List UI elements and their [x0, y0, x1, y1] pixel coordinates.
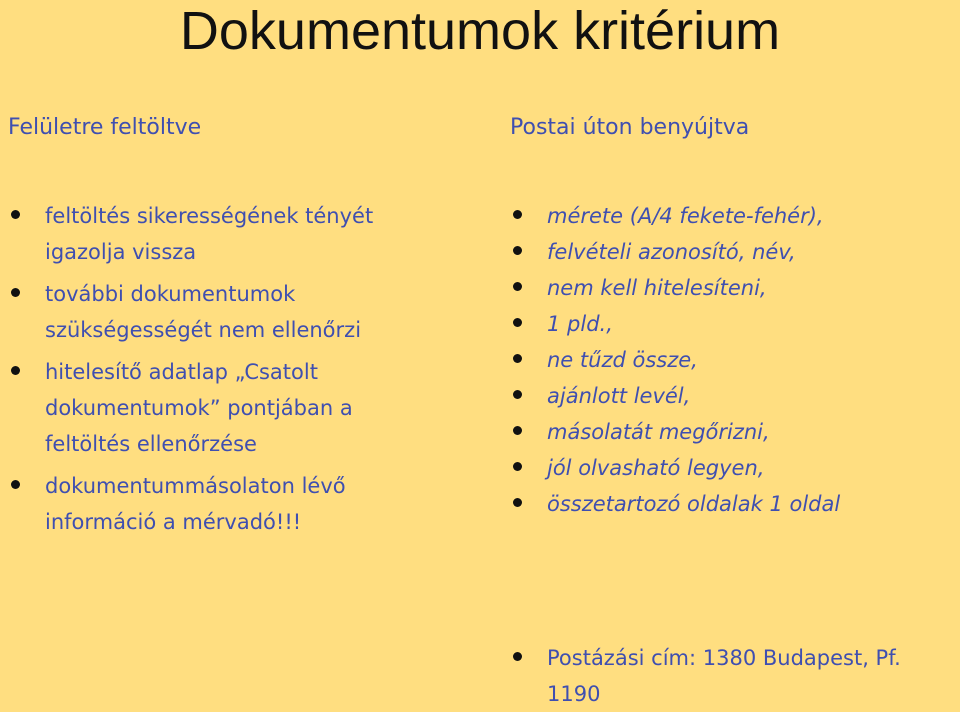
list-item — [509, 450, 954, 486]
left-bullet-list — [7, 198, 427, 546]
list-item-text: jól olvasható legyen, — [547, 456, 765, 480]
list-item — [509, 198, 954, 234]
list-item — [509, 270, 954, 306]
bullet-icon — [513, 426, 522, 435]
list-item — [7, 198, 427, 270]
postal-address-list — [509, 640, 960, 712]
postal-address-item — [509, 640, 960, 712]
list-item — [7, 276, 427, 348]
list-item — [7, 354, 427, 462]
list-item-text: feltöltés sikerességének tényét igazolja vissza — [45, 204, 374, 264]
list-item — [509, 306, 954, 342]
bullet-icon — [11, 366, 20, 375]
list-item-text: mérete (A/4 fekete-fehér), — [547, 204, 824, 228]
list-item-text: ajánlott levél, — [547, 384, 691, 408]
bullet-icon — [513, 498, 522, 507]
list-item-text: másolatát megőrizni, — [547, 420, 770, 444]
right-column-header: Postai úton benyújtva — [510, 115, 750, 140]
list-item-text: nem kell hitelesíteni, — [547, 276, 767, 300]
bullet-icon — [513, 246, 522, 255]
slide-title: Dokumentumok kritérium — [179, 1, 781, 61]
bullet-icon — [11, 288, 20, 297]
list-item — [509, 378, 954, 414]
bullet-icon — [513, 318, 522, 327]
list-item-text: dokumentummásolaton lévő információ a mérvadó!!! — [45, 474, 346, 534]
bullet-icon — [513, 282, 522, 291]
list-item-text: felvételi azonosító, név, — [547, 240, 796, 264]
bullet-icon — [513, 354, 522, 363]
list-item — [509, 486, 954, 522]
postal-address-text: Postázási cím: 1380 Budapest, Pf. 1190 — [547, 646, 901, 706]
bullet-icon — [513, 652, 522, 661]
bullet-icon — [513, 390, 522, 399]
list-item-text: 1 pld., — [547, 312, 613, 336]
list-item — [7, 468, 427, 540]
left-column-header: Felületre feltöltve — [8, 115, 202, 140]
list-item-text: összetartozó oldalak 1 oldal — [547, 492, 841, 516]
list-item-text: ne tűzd össze, — [547, 348, 698, 372]
list-item — [509, 234, 954, 270]
list-item — [509, 414, 954, 450]
right-bullet-list — [509, 198, 954, 522]
bullet-icon — [11, 210, 20, 219]
list-item-text: további dokumentumok szükségességét nem ellenőrzi — [45, 282, 362, 342]
bullet-icon — [513, 210, 522, 219]
list-item — [509, 342, 954, 378]
bullet-icon — [513, 462, 522, 471]
bullet-icon — [11, 480, 20, 489]
list-item-text: hitelesítő adatlap „Csatolt dokumentumok” pontjában a feltöltés ellenőrzése — [45, 360, 353, 456]
